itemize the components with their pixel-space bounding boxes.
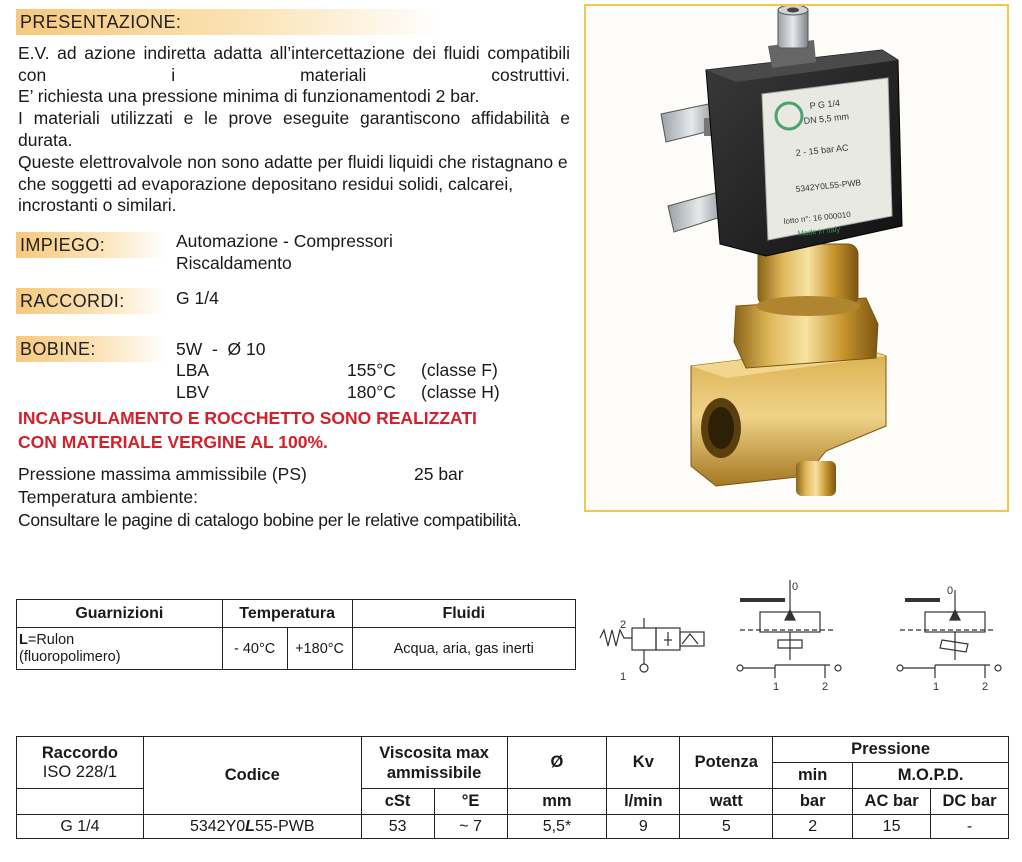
presentazione-paragraph-3: I materiali utilizzati e le prove eseguite garantiscono affidabilità e durata. [18,108,570,150]
cell-ac: 15 [853,815,931,839]
raccordi-heading: RACCORDI: [16,288,166,314]
seal-name: =Rulon [27,631,75,648]
temp-min: - 40°C [222,628,287,670]
cell-kv: 9 [607,815,680,839]
bobine-lba-classe: (classe F) [421,360,498,380]
bobine-lba-name: LBA [176,360,210,380]
header-diametro: Ø [507,737,607,789]
notice-line-1: INCAPSULAMENTO E ROCCHETTO SONO REALIZZATI [18,408,477,428]
schematic-b-port-2: 2 [982,681,989,693]
unit-watt: watt [680,789,773,815]
schematic-b-out: 0 [947,585,954,597]
code-prefix: 5342Y0 [189,817,246,835]
ps-value: 25 bar [414,464,464,484]
code-suffix: 55-PWB [254,817,315,835]
label-line-3: 2 - 15 bar AC [795,142,849,158]
bobine-lbv-classe: (classe H) [421,382,500,402]
unit-min-bar: bar [773,789,853,815]
seal-material: (fluoropolimero) [19,648,121,665]
header-potenza: Potenza [680,737,773,789]
label-line-5: lotto n°: 16 000010 [783,210,852,226]
ps-label: Pressione massima ammissibile (PS) [18,464,307,484]
header-raccordo-spacer [17,789,144,815]
seal-code: L [19,631,28,648]
fluids-value: Acqua, aria, gas inerti [352,628,575,670]
catalog-note: Consultare le pagine di catalogo bobine per le relative compatibilità. [18,510,522,530]
header-viscosita: Viscosita max ammissibile [361,737,507,789]
schematic-port-2: 2 [620,619,627,631]
bobine-lbv-name: LBV [176,382,210,402]
header-min: min [773,763,853,789]
bobine-heading: BOBINE: [16,336,166,362]
header-mopd: M.O.P.D. [853,763,1009,789]
product-photo [584,4,1009,512]
cell-diametro: 5,5* [507,815,607,839]
raccordi-value: G 1/4 [176,288,219,308]
header-raccordo [17,737,144,789]
impiego-line-1: Automazione - Compressori [176,231,393,251]
code-seal: L [245,817,255,835]
label-line-4: 5342Y0L55-PWB [795,177,862,194]
label-line-2: DN 5,5 mm [803,111,850,126]
schematic-b-port-1: 1 [933,681,940,693]
unit-lmin: l/min [607,789,680,815]
notice-line-2: CON MATERIALE VERGINE AL 100%. [18,432,328,452]
bobine-lba-temp: 155°C [347,360,396,380]
presentazione-paragraph-1: E.V. ad azione indiretta adatta all’intercettazione dei fluidi compatibili con i materiali costruttivi. [18,43,570,85]
presentazione-paragraph-4: Queste elettrovalvole non sono adatte per fluidi liquidi che ristagnano e che soggetti ad evaporazione depositano residui solidi, calcarei, incrostanti o similari. [18,152,568,215]
cell-raccordo: G 1/4 [17,815,144,839]
header-kv: Kv [607,737,680,789]
cell-dc: - [931,815,1009,839]
impiego-line-2: Riscaldamento [176,253,292,273]
unit-cst: cSt [361,789,434,815]
schematic-port-1: 1 [620,671,627,683]
header-raccordo-iso: ISO 228/1 [42,762,118,781]
impiego-heading: IMPIEGO: [16,232,166,258]
valve-schematic [590,570,1010,700]
header-codice: Codice [143,737,361,815]
cell-codice [143,815,361,839]
temperature-label: Temperatura ambiente: [18,487,198,507]
unit-ac-bar: AC bar [853,789,931,815]
header-temperatura: Temperatura [222,600,352,628]
cell-min: 2 [773,815,853,839]
bobine-power: 5W - Ø 10 [176,339,266,359]
seals-table [16,599,576,670]
cell-cst: 53 [361,815,434,839]
cell-potenza: 5 [680,815,773,839]
cell-engler: ~ 7 [434,815,507,839]
unit-engler: °E [434,789,507,815]
product-table [16,736,1009,839]
schematic-a-port-1: 1 [773,681,780,693]
presentazione-paragraph-2: E’ richiesta una pressione minima di funzionamentodi 2 bar. [18,86,480,106]
header-fluidi: Fluidi [352,600,575,628]
unit-dc-bar: DC bar [931,789,1009,815]
header-pressione: Pressione [773,737,1009,763]
table-row [17,815,1009,839]
header-guarnizioni: Guarnizioni [17,600,223,628]
seal-cell [17,628,223,670]
header-raccordo-title: Raccordo [41,743,118,762]
schematic-a-out: 0 [792,581,799,593]
schematic-a-port-2: 2 [822,681,829,693]
presentazione-heading: PRESENTAZIONE: [16,9,441,35]
bobine-lbv-temp: 180°C [347,382,396,402]
label-line-6: Made in Italy [797,224,841,238]
unit-mm: mm [507,789,607,815]
solenoid-valve-image [586,6,1007,510]
temp-max: +180°C [287,628,352,670]
label-line-1: P G 1/4 [809,97,841,111]
